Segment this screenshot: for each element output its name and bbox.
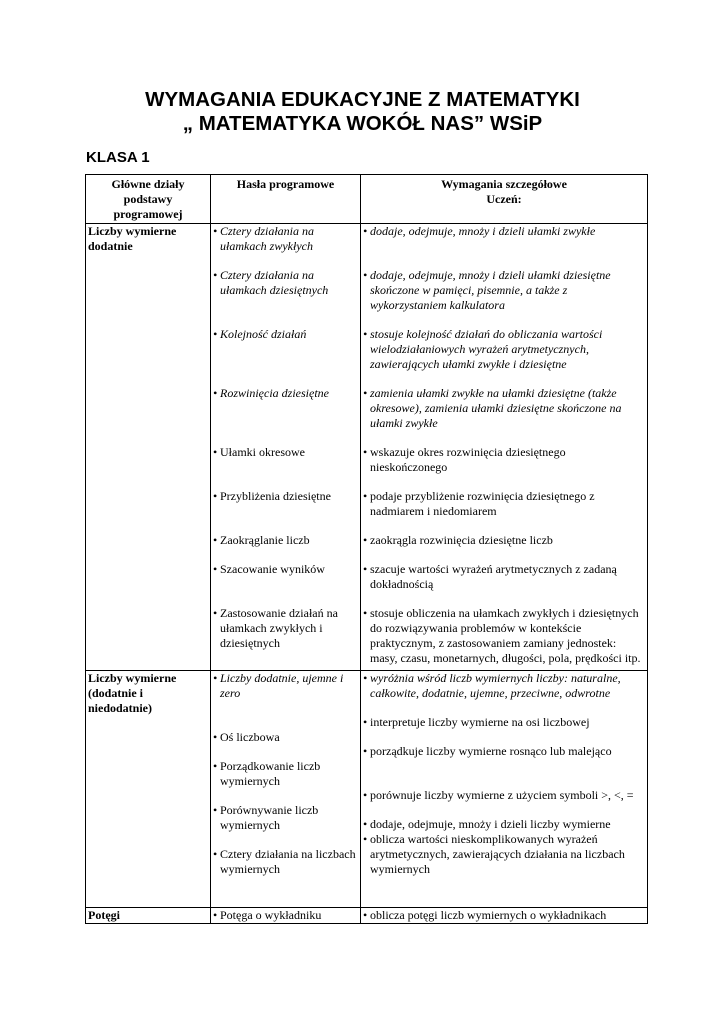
topic-item: • Liczby dodatnie, ujemne i zero: [213, 671, 358, 701]
requirements-cell: [361, 671, 648, 908]
topic-item: • Ułamki okresowe: [213, 445, 358, 460]
requirement-item: • wskazuje okres rozwinięcia dziesiętnego nieskończonego: [363, 445, 645, 475]
requirements-cell: [361, 224, 648, 671]
requirement-item: • porządkuje liczby wymierne rosnąco lub malejąco: [363, 744, 645, 759]
title-line-1: WYMAGANIA EDUKACYJNE Z MATEMATYKI: [145, 88, 580, 111]
requirement-item: • wyróżnia wśród liczb wymiernych liczby: naturalne, całkowite, dodatnie, ujemne, przeciwne, odwrotne: [363, 671, 645, 701]
table-row: [86, 224, 648, 671]
topic-item: • Rozwinięcia dziesiętne: [213, 386, 358, 401]
topic-item: • Porządkowanie liczb wymiernych: [213, 759, 358, 789]
section-cell: Potęgi: [86, 908, 211, 924]
section-cell: Liczby wymierne (dodatnie i niedodatnie): [86, 671, 211, 908]
topics-cell: [211, 671, 361, 908]
table-row: [86, 671, 648, 908]
requirement-item: • stosuje kolejność działań do obliczania wartości wielodziałaniowych wyrażeń arytmetycznych, zawierających ułamki zwykłe i dziesiętne: [363, 327, 645, 372]
topic-item: • Kolejność działań: [213, 327, 358, 342]
requirement-item: • podaje przybliżenie rozwinięcia dziesiętnego z nadmiarem i niedomiarem: [363, 489, 645, 519]
requirement-item: • szacuje wartości wyrażeń arytmetycznych z zadaną dokładnością: [363, 562, 645, 592]
table-row: [86, 908, 648, 924]
topics-cell: [211, 908, 361, 924]
topic-item: • Cztery działania na ułamkach zwykłych: [213, 224, 358, 254]
section-cell: Liczby wymierne dodatnie: [86, 224, 211, 671]
header-detailed-requirements: Wymagania szczegółowe Uczeń:: [361, 175, 648, 224]
table-header-row: [86, 175, 648, 224]
topic-item: • Oś liczbowa: [213, 730, 358, 745]
topic-item: • Zastosowanie działań na ułamkach zwykłych i dziesiętnych: [213, 606, 358, 651]
requirement-item: • zaokrągla rozwinięcia dziesiętne liczb: [363, 533, 645, 548]
requirement-item: • interpretuje liczby wymierne na osi liczbowej: [363, 715, 645, 730]
requirement-item: • oblicza potęgi liczb wymiernych o wykładnikach: [363, 908, 645, 923]
requirement-item: • dodaje, odejmuje, mnoży i dzieli liczby wymierne: [363, 817, 645, 832]
topic-item: • Cztery działania na liczbach wymiernych: [213, 847, 358, 877]
requirement-item: • dodaje, odejmuje, mnoży i dzieli ułamki zwykłe: [363, 224, 645, 239]
requirement-item: • oblicza wartości nieskomplikowanych wyrażeń arytmetycznych, zawierających działania na liczbach wymiernych: [363, 832, 645, 877]
header-program-topics: Hasła programowe: [211, 175, 361, 224]
class-label: KLASA 1: [86, 149, 150, 166]
header-main-sections: Główne działy podstawy programowej: [86, 175, 211, 224]
requirement-item: • zamienia ułamki zwykłe na ułamki dziesiętne (także okresowe), zamienia ułamki dziesiętne skończone na ułamki zwykłe: [363, 386, 645, 431]
requirements-cell: [361, 908, 648, 924]
requirement-item: • porównuje liczby wymierne z użyciem symboli >, <, =: [363, 788, 645, 803]
topics-cell: [211, 224, 361, 671]
requirements-table: [85, 174, 648, 924]
topic-item: • Potęga o wykładniku: [213, 908, 358, 923]
topic-item: • Zaokrąglanie liczb: [213, 533, 358, 548]
document-title: [0, 88, 725, 136]
title-line-2: „ MATEMATYKA WOKÓŁ NAS” WSiP: [182, 112, 543, 135]
topic-item: • Przybliżenia dziesiętne: [213, 489, 358, 504]
requirement-item: • stosuje obliczenia na ułamkach zwykłych i dziesiętnych do rozwiązywania problemów w kontekście praktycznym, z zastosowaniem zamiany jednostek: masy, czasu, monetarnych, długości, pola, prędkości itp.: [363, 606, 645, 666]
topic-item: • Cztery działania na ułamkach dziesiętnych: [213, 268, 358, 298]
requirement-item: • dodaje, odejmuje, mnoży i dzieli ułamki dziesiętne skończone w pamięci, pisemnie, a także z wykorzystaniem kalkulatora: [363, 268, 645, 313]
topic-item: • Szacowanie wyników: [213, 562, 358, 577]
topic-item: • Porównywanie liczb wymiernych: [213, 803, 358, 833]
